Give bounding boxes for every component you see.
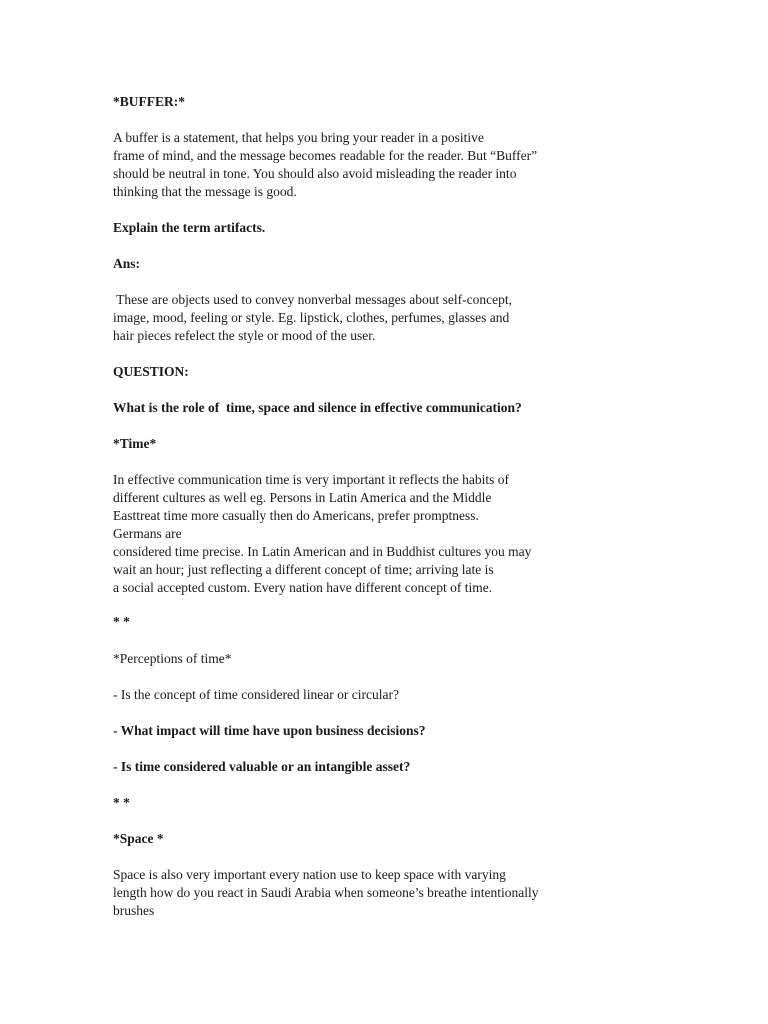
paragraph-line: frame of mind, and the message becomes readable for the reader. But “Buffer” bbox=[113, 148, 538, 163]
paragraph-line: thinking that the message is good. bbox=[113, 184, 297, 199]
paragraph-line: In effective communication time is very important it reflects the habits of bbox=[113, 472, 510, 487]
heading-time: *Time* bbox=[113, 436, 157, 451]
buffer-paragraph bbox=[113, 129, 537, 201]
bullet-linear: - Is the concept of time considered linear or circular? bbox=[113, 687, 399, 702]
question-label: QUESTION: bbox=[113, 364, 189, 379]
space-paragraph bbox=[113, 866, 539, 920]
paragraph-line: brushes bbox=[113, 903, 155, 918]
paragraph-line: a social accepted custom. Every nation have different concept of time. bbox=[113, 580, 493, 595]
bullet-impact: - What impact will time have upon business decisions? bbox=[113, 723, 426, 738]
separator: * * bbox=[113, 795, 130, 810]
paragraph-line: wait an hour; just reflecting a different concept of time; arriving late is bbox=[113, 562, 494, 577]
bullet-valuable: - Is time considered valuable or an intangible asset? bbox=[113, 759, 411, 774]
paragraph-line: Space is also very important every nation use to keep space with varying bbox=[113, 867, 506, 882]
paragraph-line: Germans are bbox=[113, 526, 182, 541]
separator: * * bbox=[113, 614, 130, 629]
paragraph-line: image, mood, feeling or style. Eg. lipstick, clothes, perfumes, glasses and bbox=[113, 310, 510, 325]
heading-buffer: *BUFFER:* bbox=[113, 94, 185, 109]
paragraph-line: A buffer is a statement, that helps you bring your reader in a positive bbox=[113, 130, 484, 145]
time-paragraph bbox=[113, 471, 531, 597]
paragraph-line: length how do you react in Saudi Arabia when someone’s breathe intentionally bbox=[113, 885, 539, 900]
paragraph-line: should be neutral in tone. You should also avoid misleading the reader into bbox=[113, 166, 517, 181]
paragraph-line: different cultures as well eg. Persons in Latin America and the Middle bbox=[113, 490, 492, 505]
paragraph-line: These are objects used to convey nonverbal messages about self-concept, bbox=[113, 292, 512, 307]
heading-space: *Space * bbox=[113, 831, 164, 846]
paragraph-line: hair pieces refelect the style or mood of the user. bbox=[113, 328, 376, 343]
question-role: What is the role of time, space and silence in effective communication? bbox=[113, 400, 522, 415]
artifacts-paragraph bbox=[113, 291, 512, 345]
paragraph-line: Easttreat time more casually then do Americans, prefer promptness. bbox=[113, 508, 479, 523]
heading-perceptions: *Perceptions of time* bbox=[113, 651, 232, 666]
paragraph-line: considered time precise. In Latin American and in Buddhist cultures you may bbox=[113, 544, 532, 559]
ans-label: Ans: bbox=[113, 256, 141, 271]
question-artifacts: Explain the term artifacts. bbox=[113, 220, 266, 235]
